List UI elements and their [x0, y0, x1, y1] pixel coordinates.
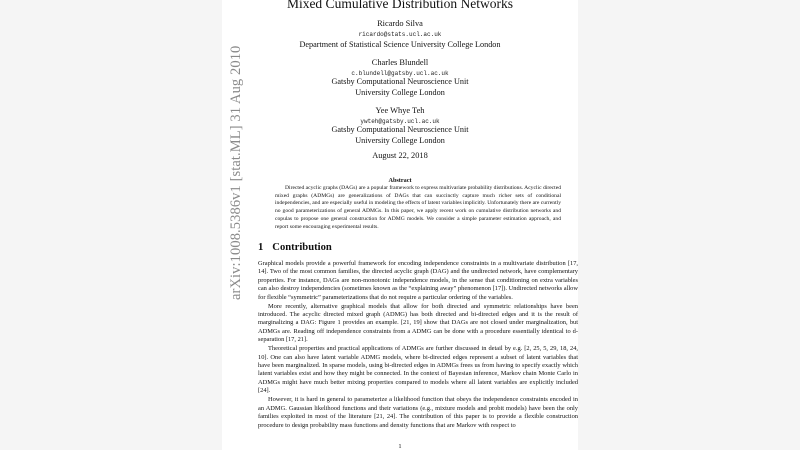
author-email: ricardo@stats.ucl.ac.uk — [358, 31, 442, 38]
author-email: c.blundell@gatsby.ucl.ac.uk — [351, 70, 449, 77]
viewer-background-left — [0, 0, 222, 450]
body-paragraph: Theoretical properties and practical applications of ADMGs are further discussed in detail by e.g. [2, 25, 5, 29, 18, 24, 10]. One can also have latent variable ADMG models, where bi-directed edges represent a subset of latent variables that have been marginalized. In sparse models, using bi-directed edges in ADMGs frees us from having to specify exactly which latent variables exist and how they might be connected. In the context of Bayesian inference, Markov chain Monte Carlo in ADMGs might have much better mixing properties compared to models where all latent variables are explicitly included [24]. — [258, 345, 578, 395]
author-email: ywteh@gatsby.ucl.ac.uk — [360, 118, 440, 125]
section-body — [258, 260, 578, 431]
author-affiliation: Gatsby Computational Neuroscience Unit — [331, 125, 469, 134]
author-name: Ricardo Silva — [377, 19, 423, 28]
section-heading — [258, 242, 332, 253]
author-affiliation: University College London — [355, 88, 445, 97]
page-number: 1 — [398, 443, 402, 450]
viewer-background-right — [578, 0, 800, 450]
paper-date: August 22, 2018 — [372, 151, 428, 160]
author-name: Charles Blundell — [371, 58, 429, 67]
paper-title: Mixed Cumulative Distribution Networks — [286, 0, 514, 11]
author-affiliation: Gatsby Computational Neuroscience Unit — [331, 77, 469, 86]
author-affiliation: Department of Statistical Science University College London — [299, 40, 501, 49]
abstract-text: Directed acyclic graphs (DAGs) are a popular framework to express multivariate probability distributions. Acyclic directed mixed graphs (ADMGs) are generalizations of DAGs that can succinctly capture much richer sets of conditional independencies, and are especially useful in modeling the effects of latent variables implicitly. Unfortunately there are currently no good parameterizations of general ADMGs. In this paper, we apply recent work on cumulative distribution networks and copulas to propose one general construction for ADMG models. We consider a simple parameter estimation approach, and report some encouraging experimental results. — [275, 185, 561, 230]
body-paragraph: However, it is hard in general to parameterize a likelihood function that obeys the independence constraints encoded in an ADMG. Gaussian likelihood functions and their variations (e.g., mixture models and probit models) have been the only families exploited in most of the literature [21, 24]. The contribution of this paper is to provide a flexible construction procedure to design probability mass functions and density functions that are Markov with respect to — [258, 396, 578, 429]
section-number: 1 — [258, 242, 264, 253]
author-name: Yee Whye Teh — [375, 106, 425, 115]
abstract-heading: Abstract — [388, 177, 412, 184]
section-title: Contribution — [272, 242, 332, 253]
body-paragraph: More recently, alternative graphical models that allow for both directed and symmetric relationships have been introduced. The acyclic directed mixed graph (ADMG) has both directed and bi-directed edges and it is the result of marginalizing a DAG: Figure 1 provides an example. [21, 19] show that DAGs are not closed under marginalization, but ADMGs are. Reading off independence constraints from a ADMG can be done with a procedure essentially identical to d-separation [17, 21]. — [258, 302, 578, 344]
arxiv-identifier-stamp: arXiv:1008.5386v1 [stat.ML] 31 Aug 2010 — [228, 45, 244, 300]
body-paragraph: Graphical models provide a powerful framework for encoding independence constraints in a multivariate distribution [17, 14]. Two of the most common families, the directed acyclic graph (DAG) and the undirected network, have complementary properties. For instance, DAGs are non-monotonic independence models, in the sense that conditioning on extra variables can also destroy independencies (sometimes known as the “explaining away” phenomenon [17]). Undirected networks allow for flexible “symmetric” parameterizations that do not require a particular ordering of the variables. — [258, 260, 578, 301]
author-affiliation: University College London — [355, 136, 445, 145]
